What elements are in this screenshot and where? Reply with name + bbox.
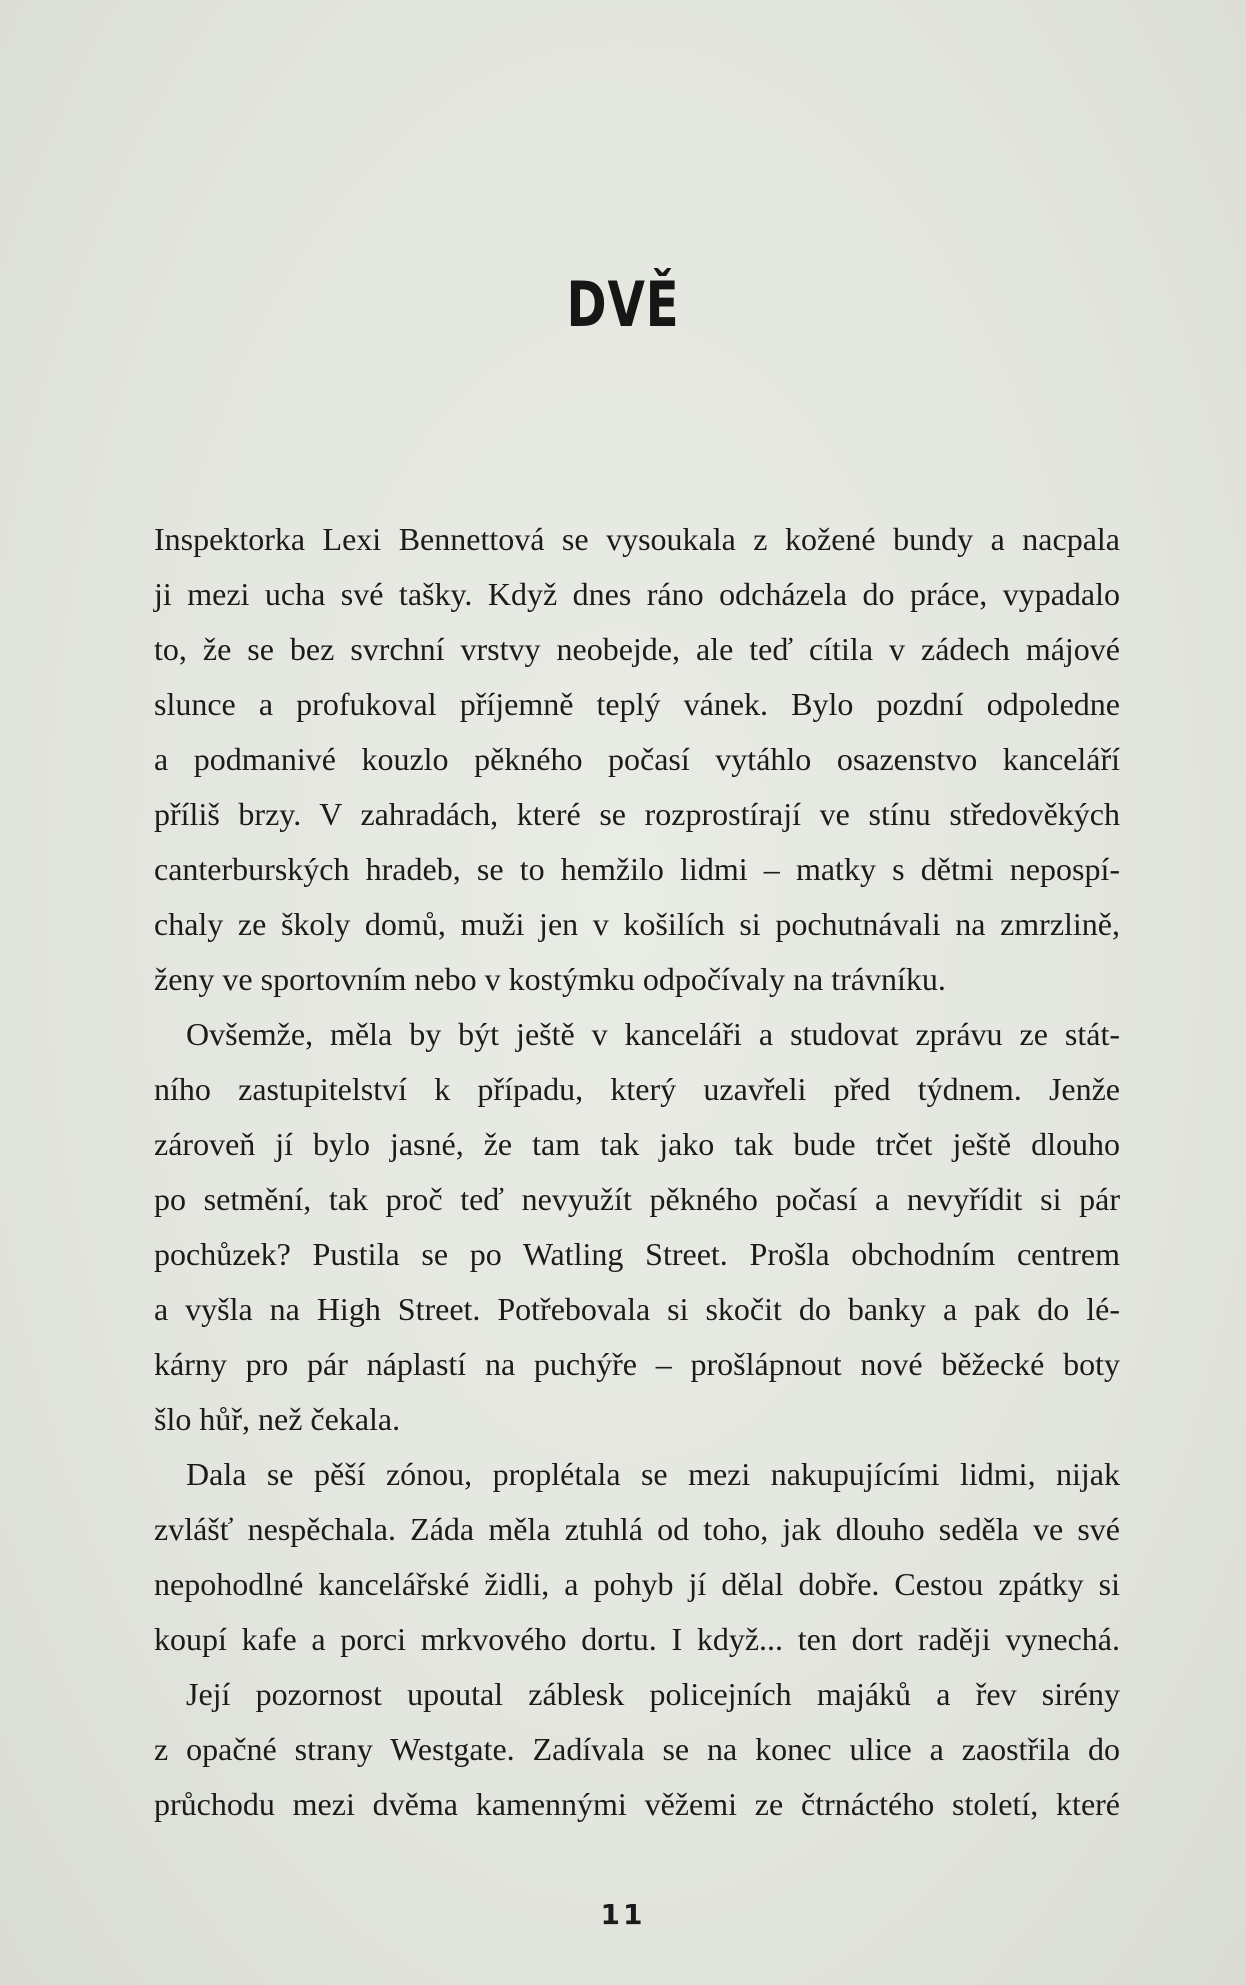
text-line: Dala se pěší zónou, proplétala se mezi nakupujícími lidmi, nijak	[186, 1456, 1120, 1492]
text-line: zároveň jí bylo jasné, že tam tak jako tak bude trčet ještě dlouho	[154, 1126, 1120, 1162]
text-line: po setmění, tak proč teď nevyužít pěkného počasí a nevyřídit si pár	[154, 1181, 1120, 1217]
paragraph	[154, 1667, 1120, 1832]
text-line: ženy ve sportovním nebo v kostýmku odpočívaly na trávníku.	[154, 961, 946, 997]
text-line: chaly ze školy domů, muži jen v košilích si pochutnávali na zmrzlině,	[154, 906, 1120, 942]
text-line: kárny pro pár náplastí na puchýře – prošlápnout nové běžecké boty	[154, 1346, 1120, 1382]
body-text	[154, 512, 1120, 1832]
chapter-title: DVĚ	[566, 268, 680, 341]
text-line: nepohodlné kancelářské židli, a pohyb jí dělal dobře. Cestou zpátky si	[154, 1566, 1120, 1602]
paragraph	[154, 512, 1120, 1007]
text-line: z opačné strany Westgate. Zadívala se na konec ulice a zaostřila do	[154, 1731, 1120, 1767]
text-line: a podmanivé kouzlo pěkného počasí vytáhlo osazenstvo kanceláří	[154, 741, 1120, 777]
text-line: koupí kafe a porci mrkvového dortu. I když... ten dort raději vynechá.	[154, 1621, 1120, 1657]
text-line: Ovšemže, měla by být ještě v kanceláři a studovat zprávu ze stát-	[186, 1016, 1120, 1052]
text-line: ji mezi ucha své tašky. Když dnes ráno odcházela do práce, vypadalo	[154, 576, 1120, 612]
text-line: zvlášť nespěchala. Záda měla ztuhlá od toho, jak dlouho seděla ve své	[154, 1511, 1120, 1547]
text-line: příliš brzy. V zahradách, které se rozprostírají ve stínu středověkých	[154, 796, 1120, 832]
text-line: pochůzek? Pustila se po Watling Street. Prošla obchodním centrem	[154, 1236, 1120, 1272]
text-line: Její pozornost upoutal záblesk policejních majáků a řev sirény	[186, 1676, 1120, 1712]
text-line: canterburských hradeb, se to hemžilo lidmi – matky s dětmi nepospí-	[154, 851, 1120, 887]
text-line: Inspektorka Lexi Bennettová se vysoukala z kožené bundy a nacpala	[154, 521, 1120, 557]
text-line: ního zastupitelství k případu, který uzavřeli před týdnem. Jenže	[154, 1071, 1120, 1107]
paragraph	[154, 1007, 1120, 1447]
bleed-through-shadow	[160, 130, 1120, 570]
text-line: slunce a profukoval příjemně teplý vánek. Bylo pozdní odpoledne	[154, 686, 1120, 722]
text-line: průchodu mezi dvěma kamennými věžemi ze čtrnáctého století, které	[154, 1786, 1120, 1822]
paragraph	[154, 1447, 1120, 1667]
text-line: šlo hůř, než čekala.	[154, 1401, 401, 1437]
text-line: a vyšla na High Street. Potřebovala si skočit do banky a pak do lé-	[154, 1291, 1120, 1327]
page-number: 11	[600, 1898, 646, 1931]
text-line: to, že se bez svrchní vrstvy neobejde, ale teď cítila v zádech májové	[154, 631, 1120, 667]
